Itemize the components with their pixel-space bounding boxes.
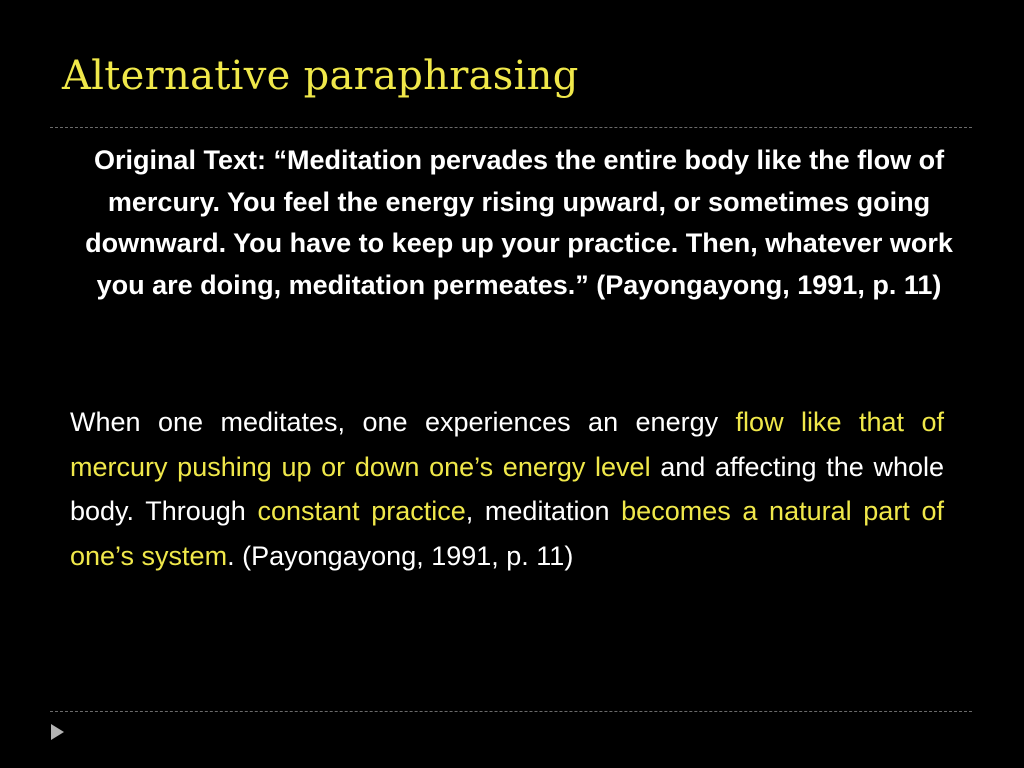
- highlight-constant-practice: constant practice: [257, 496, 466, 526]
- paraphrase-text-part-3: , meditation: [465, 496, 622, 526]
- original-text: Original Text: “Meditation pervades the entire body like the flow of mercury. You feel the energy rising upward, or sometimes going downward. You have to keep up your practice. Then, whatever work you are doing, meditation permeates.” (Payongayong, 1991, p. 11): [85, 145, 953, 300]
- bottom-divider: [50, 711, 972, 712]
- highlight-natural-part: becomes a natural part of one’s system: [70, 496, 944, 571]
- slide-title: Alternative paraphrasing: [62, 53, 579, 99]
- paraphrase-text-part-2: and affecting the whole body. Through: [70, 451, 945, 526]
- paraphrase-text-part-4: . (Payongayong, 1991, p. 11): [227, 540, 574, 571]
- play-arrow-icon[interactable]: [51, 724, 64, 740]
- paraphrase-text-part-1: When one meditates, one experiences an energy: [70, 407, 736, 437]
- paraphrase-text: [70, 400, 944, 578]
- top-divider: [50, 127, 972, 128]
- highlight-mercury-flow: flow like that of mercury pushing up or down one’s energy level: [70, 407, 944, 482]
